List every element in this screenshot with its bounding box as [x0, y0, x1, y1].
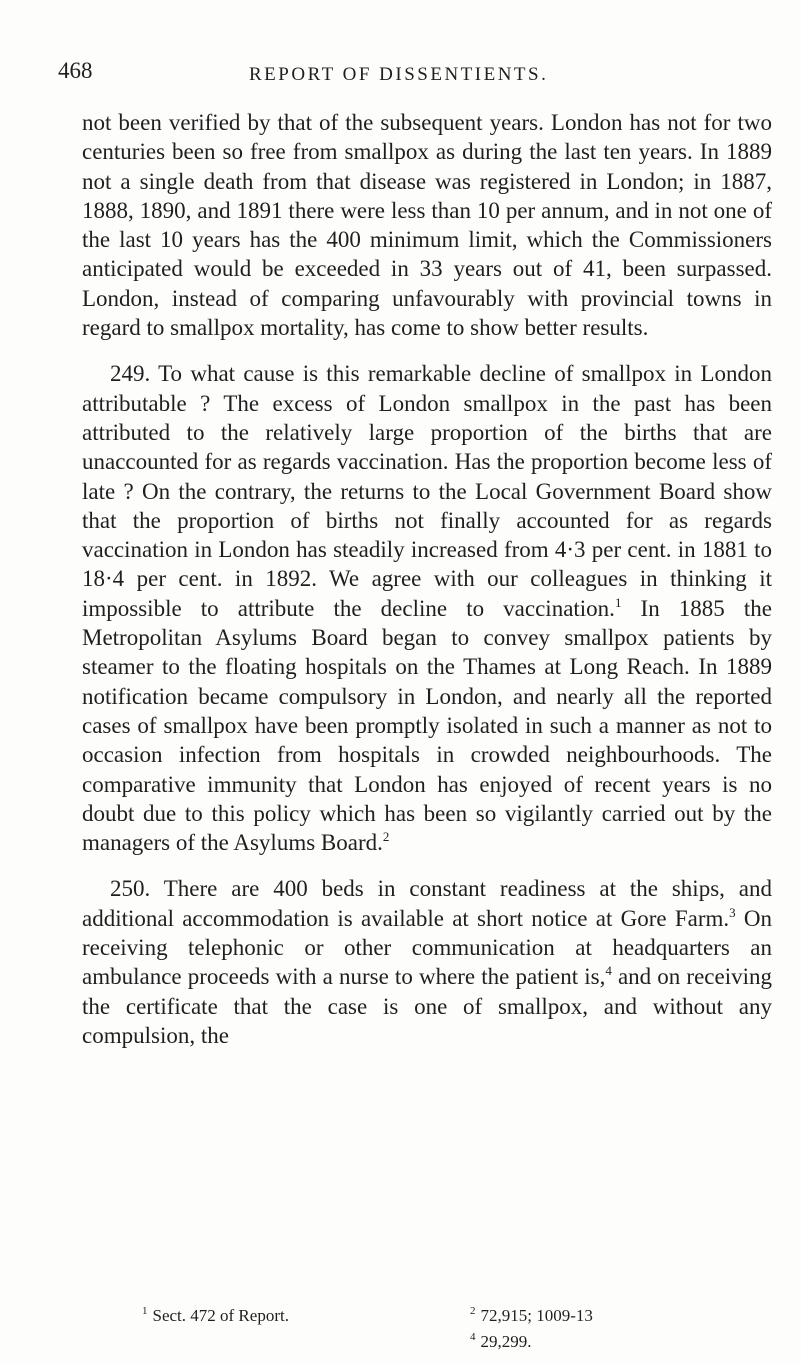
footnote-text: Sect. 472 of Report. [152, 1306, 289, 1325]
footnotes [0, 1303, 801, 1363]
footnote-mark: 1 [142, 1305, 148, 1317]
footnote [142, 1303, 289, 1329]
footnote-ref: 1 [614, 594, 622, 610]
paragraph-continuation [82, 108, 772, 342]
footnote [470, 1303, 593, 1329]
page-number: 468 [58, 58, 93, 83]
footnote [470, 1329, 532, 1355]
footnote-ref: 2 [382, 829, 390, 845]
paragraph-text: 250. There are 400 beds in constant readiness at the ships, and additional accommodation is available at short notice at Gore Farm. [82, 876, 772, 931]
footnote-ref: 4 [605, 963, 612, 979]
running-head: REPORT OF DISSENTIENTS. [249, 64, 549, 85]
footnote-text: 29,299. [480, 1332, 532, 1351]
footnote-text: 72,915; 1009-13 [480, 1306, 593, 1325]
footnote-mark: 2 [470, 1305, 476, 1317]
paragraph-text: In 1885 the Metropolitan Asylums Board began to convey smallpox patients by steamer to the floating hospitals on the Thames at Long Reach. In 1889 notification became compulsory in London, and nearly all the reported cases of smallpox have been promptly isolated in such a manner as not to occasion infection from hospitals in crowded neighbourhoods. The comparative immunity that London has enjoyed of recent years is no doubt due to this policy which has been so vigilantly carried out by the managers of the Asylums Board. [82, 595, 772, 856]
paragraph-250 [82, 874, 772, 1050]
body-text [82, 108, 772, 1050]
footnote-ref: 3 [729, 904, 736, 920]
page-header [0, 58, 801, 92]
paragraph-text: and on receiving the certificate that the case is one of smallpox, and without any compulsion, the [82, 964, 772, 1048]
paragraph-text: not been verified by that of the subsequent years. London has not for two centuries been so free from smallpox as during the last ten years. In 1889 not a single death from that disease was registered in London; in 1887, 1888, 1890, and 1891 there were less than 10 per annum, and in not one of the last 10 years has the 400 minimum limit, which the Commissioners anticipated would be exceeded in 33 years out of 41, been surpassed. London, instead of comparing unfavourably with provincial towns in regard to smallpox mortality, has come to show better results. [82, 110, 772, 341]
footnote-mark: 4 [470, 1331, 476, 1343]
paragraph-text: On receiving telephonic or other communication at headquarters an ambulance proceeds with a nurse to where the patient is, [82, 905, 772, 990]
paragraph-text: 249. To what cause is this remarkable decline of smallpox in London attributable ? The excess of London smallpox in the past has been attributed to the relatively large proportion of the births that are unaccounted for as regards vaccination. Has the proportion become less of late ? On the contrary, the returns to the Local Government Board show that the proportion of births not finally accounted for as regards vaccination in London has steadily increased from 4·3 per cent. in 1881 to 18·4 per cent. in 1892. We agree with our colleagues in thinking it impossible to attribute the decline to vaccination. [82, 361, 772, 621]
paragraph-249 [82, 359, 772, 857]
